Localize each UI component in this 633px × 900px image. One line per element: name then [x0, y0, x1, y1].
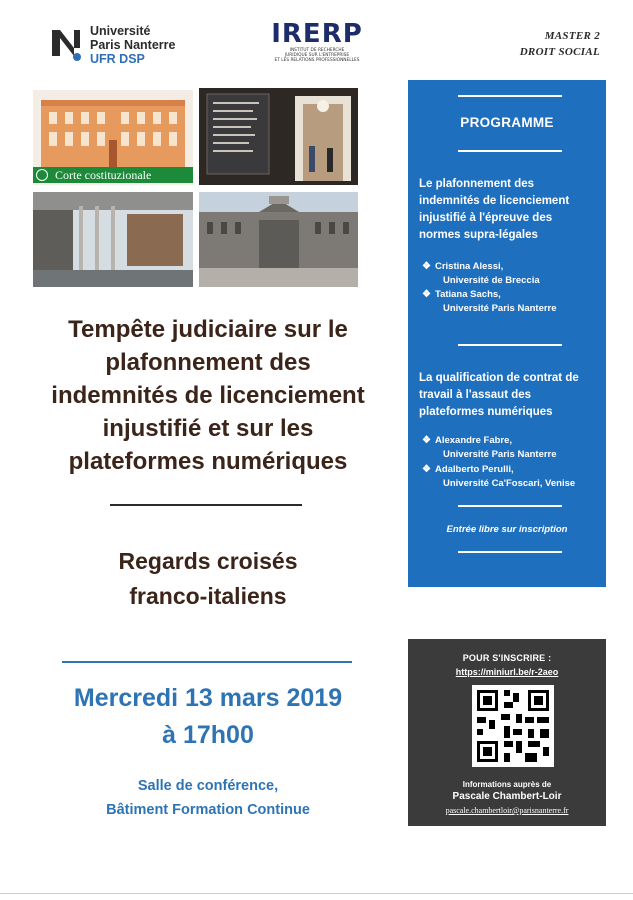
nanterre-n-icon	[50, 26, 82, 62]
contact-email-link[interactable]: pascale.chambertloir@parisnanterre.fr	[445, 806, 569, 815]
courtroom-hall-photo	[199, 88, 358, 185]
register-panel	[408, 639, 606, 826]
qr-code[interactable]	[472, 685, 554, 767]
university-name-line2: Paris Nanterre	[90, 38, 176, 52]
modern-building-image	[33, 192, 193, 287]
title-line: Tempête judiciaire sur le	[68, 316, 348, 343]
court-hall-image	[199, 88, 358, 185]
irerp-subtitle-2: JURIDIQUE SUR L'ENTREPRISE	[284, 53, 350, 58]
speaker-name: Cristina Alessi,	[434, 261, 504, 272]
corte-costituzionale-label	[33, 167, 193, 183]
programme-heading: PROGRAMME	[460, 115, 554, 130]
title-line: plateformes numériques	[68, 448, 348, 475]
session-title-line: indemnités de licenciement	[419, 195, 570, 207]
panel-divider	[458, 551, 562, 553]
universite-paris-nanterre-logo	[50, 24, 200, 68]
session-title-line: normes supra-légales	[419, 229, 538, 241]
speaker-affiliation: Université Paris Nanterre	[443, 302, 557, 314]
palais-de-justice-image	[199, 192, 358, 287]
speaker-affiliation: Université Ca'Foscari, Venise	[443, 477, 576, 489]
panel-divider	[458, 150, 562, 152]
subtitle	[30, 544, 386, 614]
title-line: injustifié et sur les	[102, 415, 314, 442]
palais-de-justice-photo	[199, 192, 358, 287]
speaker-name: Tatiana Sachs,	[434, 289, 501, 300]
modern-building-photo	[33, 192, 193, 287]
programme-panel	[408, 80, 606, 587]
panel-divider	[458, 95, 562, 97]
event-location	[30, 774, 386, 822]
speaker-name: Adalberto Perulli,	[434, 464, 514, 475]
location-line: Salle de conférence,	[137, 778, 279, 794]
master-label	[455, 28, 600, 60]
session-title-line: injustifié à l'épreuve des	[419, 212, 553, 224]
speaker-item	[422, 288, 604, 315]
title-line: indemnités de licenciement	[51, 382, 365, 409]
speaker-item	[422, 463, 604, 490]
corte-label-text: Corte costituzionale	[55, 168, 152, 182]
date-divider	[62, 661, 352, 663]
title-divider	[110, 504, 302, 506]
session-title-line: travail à l'assaut des	[419, 389, 532, 401]
subtitle-line: franco-italiens	[129, 583, 287, 609]
master-line-1: MASTER 2	[544, 30, 600, 42]
irerp-subtitle-1: INSTITUT DE RECHERCHE	[289, 48, 345, 53]
register-link[interactable]: https://miniurl.be/r-2aeo	[455, 667, 559, 677]
speaker-name: Alexandre Fabre,	[434, 435, 513, 446]
session-2-title	[419, 370, 601, 421]
irerp-acronym: IRERP	[271, 19, 363, 49]
subtitle-line: Regards croisés	[118, 548, 298, 574]
diamond-bullet-icon: ❖	[422, 435, 431, 446]
page-bottom-line	[0, 893, 633, 894]
date-line: Mercredi 13 mars 2019	[73, 684, 343, 712]
speaker-affiliation: Université de Breccia	[443, 274, 540, 286]
entree-libre-note: Entrée libre sur inscription	[446, 524, 568, 535]
emblem-icon	[36, 169, 48, 181]
irerp-subtitle-3: ET LES RELATIONS PROFESSIONNELLES	[274, 58, 360, 63]
location-line: Bâtiment Formation Continue	[106, 802, 310, 818]
corte-costituzionale-photo	[33, 90, 193, 185]
register-heading: POUR S'INSCRIRE :	[462, 653, 552, 663]
session-title-line: plateformes numériques	[419, 406, 553, 418]
speaker-item	[422, 260, 604, 287]
speaker-affiliation: Université Paris Nanterre	[443, 448, 557, 460]
qr-code-icon	[477, 690, 549, 762]
ufr-label: UFR DSP	[90, 52, 145, 66]
session-1-title	[419, 176, 601, 244]
contact-name: Pascale Chambert-Loir	[452, 791, 562, 802]
info-label: Informations auprès de	[462, 780, 552, 789]
title-line: plafonnement des	[105, 349, 311, 376]
event-date	[30, 680, 386, 754]
diamond-bullet-icon: ❖	[422, 464, 431, 475]
irerp-logo	[262, 20, 372, 70]
session-title-line: Le plafonnement des	[419, 178, 535, 190]
master-line-2: DROIT SOCIAL	[519, 46, 600, 58]
university-name-line1: Université	[90, 24, 151, 38]
diamond-bullet-icon: ❖	[422, 261, 431, 272]
main-title	[30, 313, 386, 478]
session-title-line: La qualification de contrat de	[419, 372, 579, 384]
time-line: à 17h00	[162, 721, 254, 749]
speaker-item	[422, 434, 604, 461]
panel-divider	[458, 505, 562, 507]
diamond-bullet-icon: ❖	[422, 289, 431, 300]
panel-divider	[458, 344, 562, 346]
